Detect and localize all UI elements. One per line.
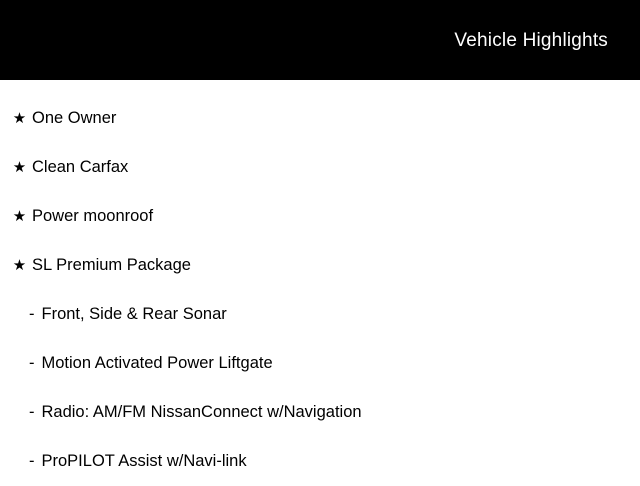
sub-list-item <box>0 339 640 388</box>
dash-icon: - <box>29 354 35 373</box>
star-icon: ★ <box>12 208 27 225</box>
sub-list-item <box>0 388 640 437</box>
list-item <box>0 192 640 241</box>
dash-icon: - <box>29 452 35 471</box>
sub-list-item-label: ProPILOT Assist w/Navi-link <box>41 452 247 471</box>
page-title: Vehicle Highlights <box>454 29 608 51</box>
list-item-label: One Owner <box>32 109 117 128</box>
list-item <box>0 94 640 143</box>
sub-list-item-label: Radio: AM/FM NissanConnect w/Navigation <box>41 403 362 422</box>
star-icon: ★ <box>12 110 27 127</box>
list-item-label: Power moonroof <box>32 207 154 226</box>
list-item <box>0 241 640 290</box>
sub-list-item-label: Front, Side & Rear Sonar <box>41 305 227 324</box>
list-item-label: SL Premium Package <box>32 256 191 275</box>
dash-icon: - <box>29 305 35 324</box>
highlights-list <box>0 80 640 486</box>
sub-list-item <box>0 290 640 339</box>
page-header <box>0 0 640 80</box>
sub-list-item <box>0 437 640 486</box>
dash-icon: - <box>29 403 35 422</box>
star-icon: ★ <box>12 257 27 274</box>
star-icon: ★ <box>12 159 27 176</box>
list-item-label: Clean Carfax <box>32 158 129 177</box>
sub-list-item-label: Motion Activated Power Liftgate <box>41 354 273 373</box>
list-item <box>0 143 640 192</box>
